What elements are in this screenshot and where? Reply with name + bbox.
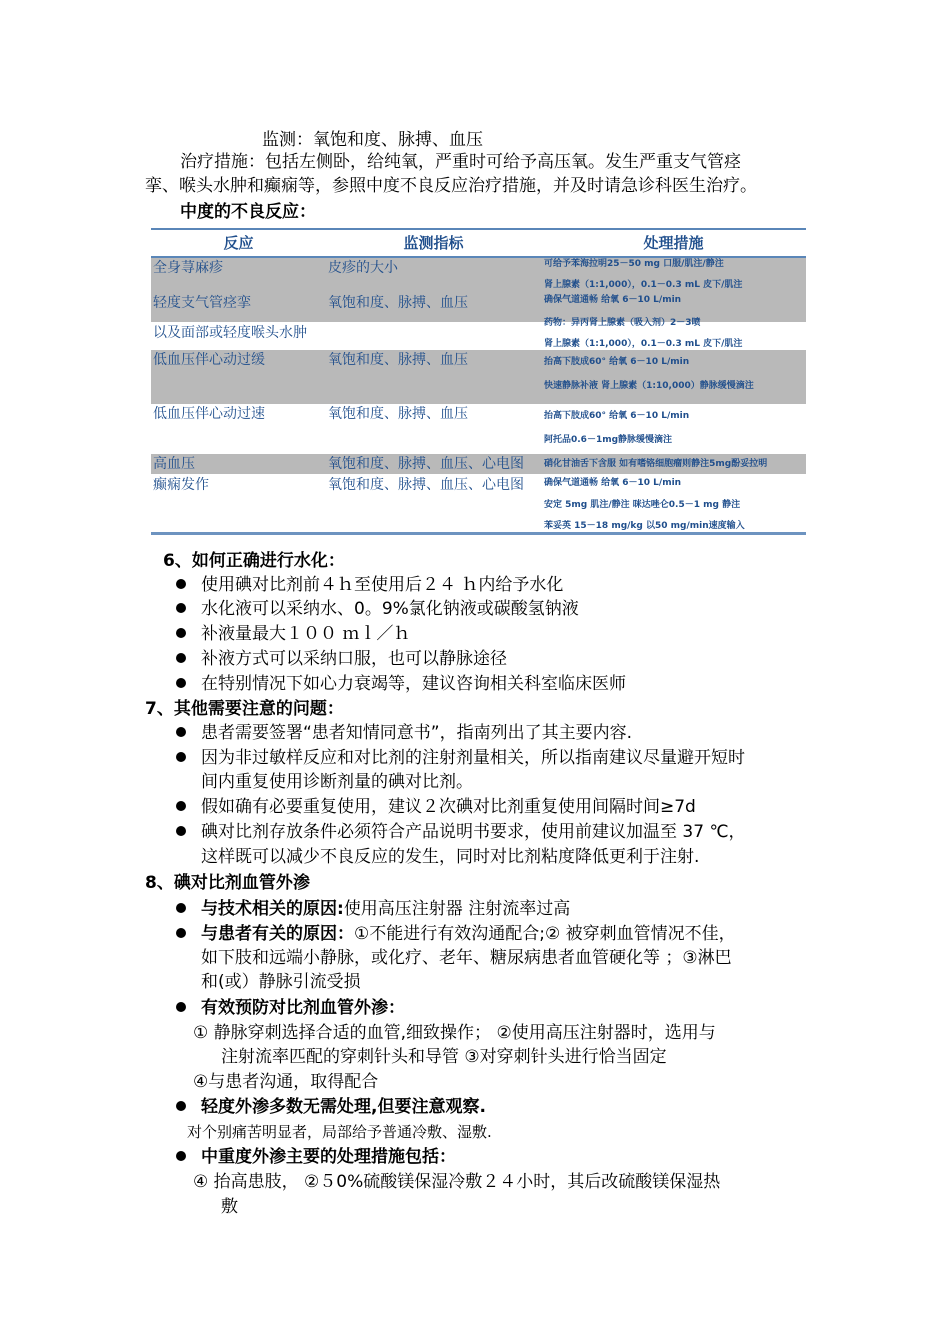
- list-item: [201, 922, 736, 946]
- adverse-reaction-table: [151, 228, 806, 536]
- list-item: 碘对比剂存放条件必须符合产品说明书要求，使用前建议加温至 37 ℃，: [201, 822, 746, 842]
- mild-extravasation-text: 对个别痛苦明显者，局部给予普通冷敷、湿敷.: [187, 1123, 492, 1141]
- bullet-icon: [176, 628, 186, 638]
- tech-cause-label: 与技术相关的原因:: [201, 899, 344, 919]
- table-cell-treatment: 硝化甘油舌下含服 如有嗜铬细胞瘤则静注5mg酚妥拉明: [544, 459, 768, 469]
- table-cell-reaction: 以及面部或轻度喉头水肿: [153, 325, 307, 341]
- section-8-title: 8、碘对比剂血管外渗: [145, 873, 310, 893]
- bullet-icon: [176, 826, 186, 836]
- moderate-reaction-title: 中度的不良反应：: [180, 202, 316, 222]
- bullet-icon: [176, 1002, 186, 1012]
- section-7-title: 7、其他需要注意的问题：: [145, 699, 344, 719]
- table-cell-monitor: 氧饱和度、脉搏、血压: [328, 295, 468, 311]
- table-cell-treatment: 抬高下肢成60° 给氧 6－10 L/min: [544, 411, 690, 421]
- list-item-continuation: 和(或）静脉引流受损: [201, 972, 361, 992]
- bullet-icon: [176, 727, 186, 737]
- list-item: 在特别情况下如心力衰竭等，建议咨询相关科室临床医师: [201, 674, 626, 694]
- list-item: 因为非过敏样反应和对比剂的注射剂量相关，所以指南建议尽量避开短时: [201, 748, 745, 768]
- severe-line-2: 敷: [221, 1197, 238, 1217]
- table-cell-reaction: 轻度支气管痉挛: [153, 295, 251, 311]
- table-header-treatment: 处理措施: [643, 234, 704, 252]
- table-cell-treatment: 阿托品0.6－1mg静脉缓慢滴注: [544, 435, 673, 445]
- table-cell-treatment: 确保气道通畅 给氧 6－10 L/min: [544, 478, 682, 488]
- treatment-line-2: 挛、喉头水肿和癫痫等，参照中度不良反应治疗措施，并及时请急诊科医生治疗。: [145, 176, 757, 196]
- table-cell-reaction: 高血压: [153, 456, 195, 472]
- patient-cause-label: 与患者有关的原因：: [201, 924, 354, 944]
- bullet-icon: [176, 1151, 186, 1161]
- list-item-continuation: 这样既可以减少不良反应的发生，同时对比剂粘度降低更利于注射.: [201, 847, 700, 867]
- table-header-reaction: 反应: [223, 234, 254, 252]
- bullet-icon: [176, 903, 186, 913]
- table-cell-treatment: 可给予苯海拉明25－50 mg 口服/肌注/静注: [544, 259, 724, 269]
- patient-cause-text: ①不能进行有效沟通配合;② 被穿刺血管情况不佳，: [354, 924, 736, 944]
- section-6-title: 6、如何正确进行水化：: [163, 551, 345, 571]
- table-cell-treatment: 肾上腺素（1:1,000），0.1－0.3 mL 皮下/肌注: [544, 280, 743, 290]
- bullet-icon: [176, 1101, 186, 1111]
- list-item: 水化液可以采纳水、0。9%氯化钠液或碳酸氢钠液: [201, 599, 579, 619]
- bullet-icon: [176, 653, 186, 663]
- bullet-icon: [176, 752, 186, 762]
- table-cell-reaction: 全身荨麻疹: [153, 260, 223, 276]
- bullet-icon: [176, 928, 186, 938]
- prevention-line-3: ④与患者沟通，取得配合: [193, 1072, 379, 1092]
- prevention-title: 有效预防对比剂血管外渗：: [201, 998, 405, 1018]
- table-cell-treatment: 快速静脉补液 肾上腺素（1:10,000）静脉缓慢滴注: [544, 381, 754, 391]
- monitor-line: 监测：氧饱和度、脉搏、血压: [262, 130, 483, 150]
- list-item: 使用碘对比剂前４ｈ至使用后２４ ｈ内给予水化: [201, 575, 564, 595]
- table-cell-treatment: 肾上腺素（1:1,000），0.1－0.3 mL 皮下/肌注: [544, 339, 743, 349]
- treatment-line-1: 治疗措施：包括左侧卧，给纯氧，严重时可给予高压氧。发生严重支气管痉: [180, 152, 741, 172]
- list-item: 补液方式可以采纳口服，也可以静脉途径: [201, 649, 507, 669]
- prevention-line-1: ① 静脉穿刺选择合适的血管,细致操作； ②使用高压注射器时，选用与: [193, 1023, 716, 1043]
- bullet-icon: [176, 678, 186, 688]
- list-item-continuation: 如下肢和远端小静脉，或化疗、老年、糖尿病患者血管硬化等 ；③淋巴: [201, 948, 732, 968]
- severe-extravasation-title: 中重度外渗主要的处理措施包括：: [201, 1147, 456, 1167]
- bullet-icon: [176, 603, 186, 613]
- table-cell-monitor: 氧饱和度、脉搏、血压: [328, 352, 468, 368]
- table-cell-monitor: 氧饱和度、脉搏、血压、心电图: [328, 456, 524, 472]
- table-bottom-rule: [151, 532, 806, 535]
- table-cell-treatment: 药物：异丙肾上腺素（吸入剂）2－3喷: [544, 318, 701, 328]
- table-cell-treatment: 苯妥英 15－18 mg/kg 以50 mg/min速度输入: [544, 521, 745, 531]
- bullet-icon: [176, 579, 186, 589]
- list-item: 假如确有必要重复使用，建议２次碘对比剂重复使用间隔时间≥7d: [201, 797, 696, 817]
- tech-cause-text: 使用高压注射器 注射流率过高: [343, 899, 571, 919]
- table-cell-reaction: 低血压伴心动过速: [153, 406, 265, 422]
- table-cell-monitor: 皮疹的大小: [328, 260, 398, 276]
- list-item-continuation: 间内重复使用诊断剂量的碘对比剂。: [201, 772, 473, 792]
- table-cell-treatment: 安定 5mg 肌注/静注 咪达唑仑0.5－1 mg 静注: [544, 500, 741, 510]
- table-cell-treatment: 确保气道通畅 给氧 6－10 L/min: [544, 295, 682, 305]
- list-item: 补液量最大１００ ｍｌ／ｈ: [201, 624, 411, 644]
- mild-extravasation-title: 轻度外渗多数无需处理,但要注意观察.: [201, 1097, 486, 1117]
- severe-line-1: ④ 抬高患肢， ②５0%硫酸镁保湿冷敷２４小时，其后改硫酸镁保湿热: [193, 1172, 721, 1192]
- table-cell-monitor: 氧饱和度、脉搏、血压: [328, 406, 468, 422]
- table-cell-monitor: 氧饱和度、脉搏、血压、心电图: [328, 477, 524, 493]
- prevention-line-2: 注射流率匹配的穿刺针头和导管 ③对穿刺针头进行恰当固定: [221, 1047, 667, 1067]
- table-cell-treatment: 抬高下肢成60° 给氧 6－10 L/min: [544, 357, 690, 367]
- bullet-icon: [176, 801, 186, 811]
- list-item: 患者需要签署“患者知情同意书”，指南列出了其主要内容.: [201, 723, 633, 743]
- table-cell-reaction: 低血压伴心动过缓: [153, 352, 265, 368]
- table-cell-reaction: 癫痫发作: [153, 477, 209, 493]
- table-header-monitor: 监测指标: [403, 234, 464, 252]
- list-item: [201, 897, 570, 921]
